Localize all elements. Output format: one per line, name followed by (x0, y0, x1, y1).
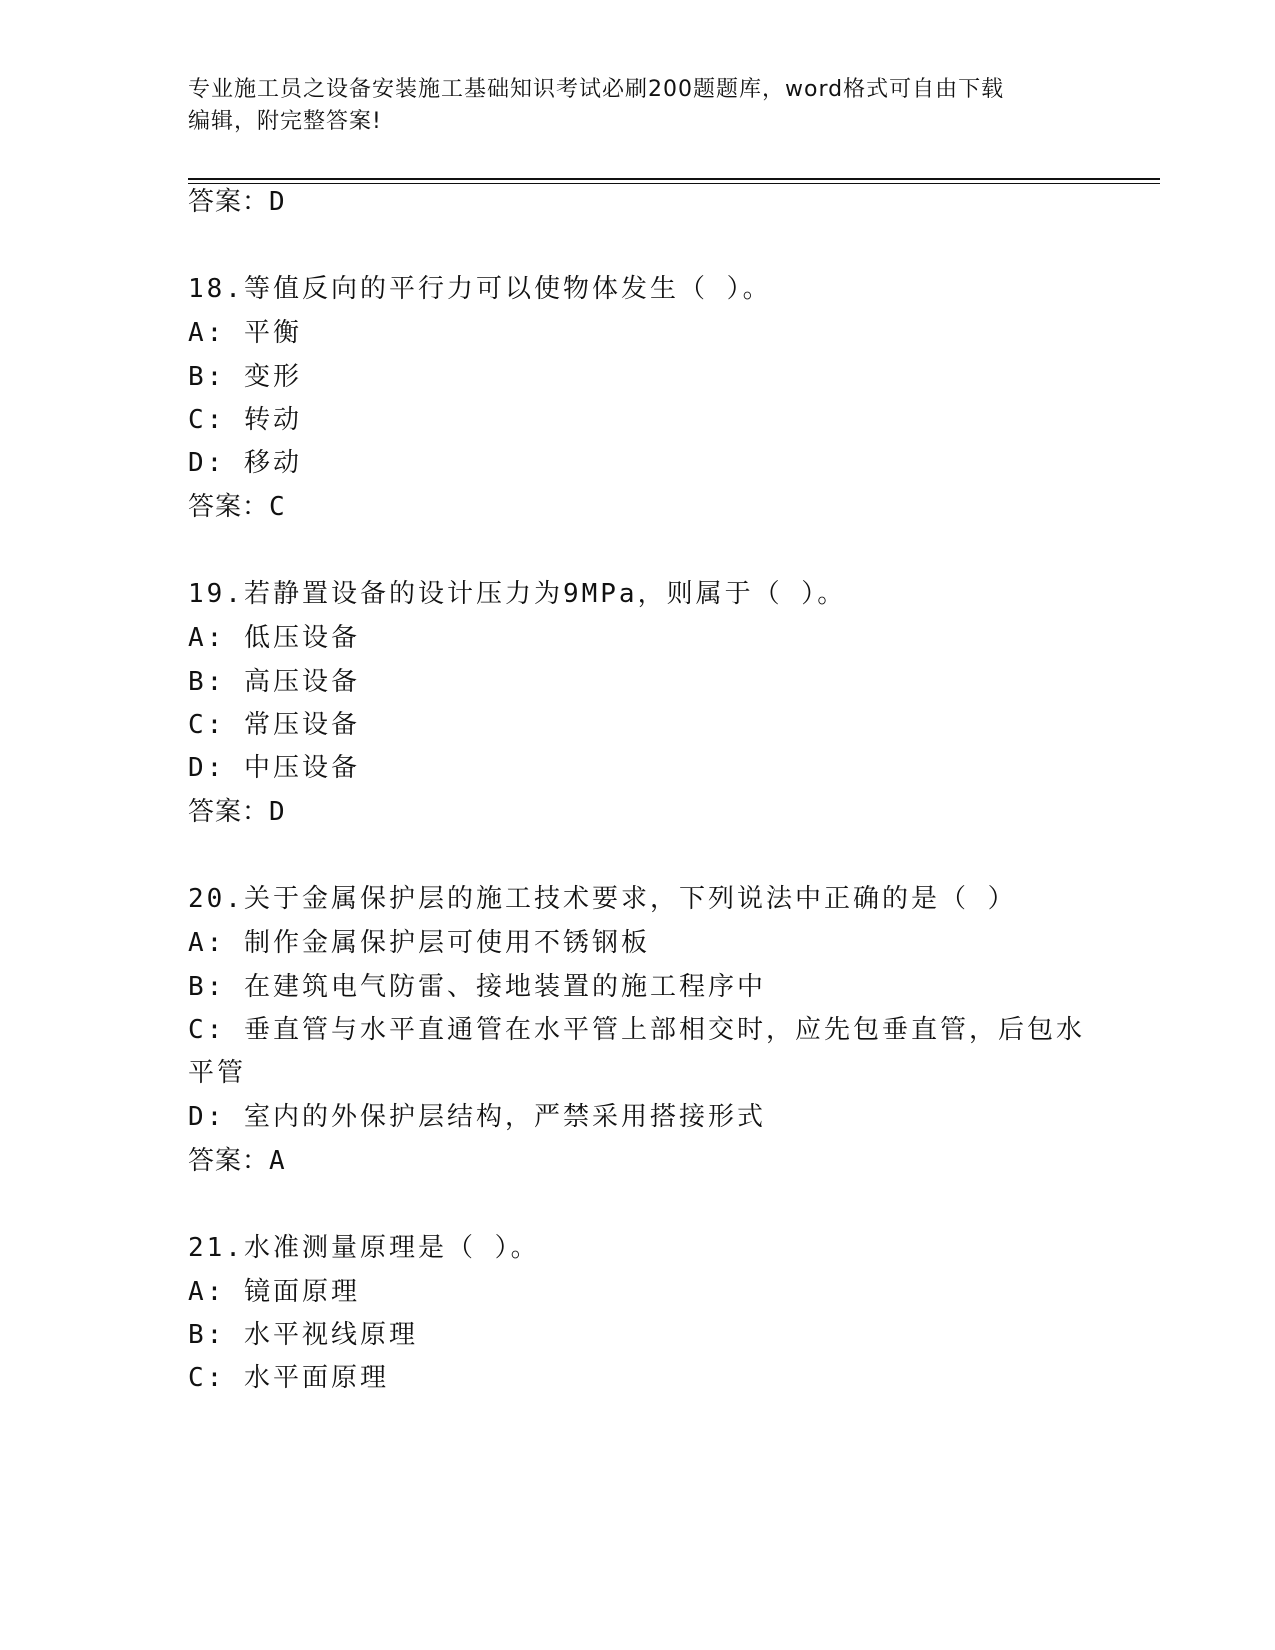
answer-value: A (269, 1146, 286, 1176)
answer-label: 答案： (188, 797, 270, 827)
option-d: D: 室内的外保护层结构，严禁采用搭接形式 (188, 1102, 766, 1132)
answer-line (188, 490, 286, 524)
option-d: D: 移动 (188, 448, 302, 478)
answer-label: 答案： (188, 187, 270, 217)
header-line-2: 编辑，附完整答案! (188, 109, 382, 134)
answer-value: D (269, 797, 286, 827)
header-line-1: 专业施工员之设备安装施工基础知识考试必刷200题题库，word格式可自由下载 (188, 77, 1005, 102)
option-d: D: 中压设备 (188, 753, 360, 783)
option-c: C: 转动 (188, 405, 302, 435)
answer-label: 答案： (188, 492, 270, 522)
question-stem: 21.水准测量原理是（ ）。 (188, 1233, 540, 1263)
option-c: C: 水平面原理 (188, 1363, 389, 1393)
option-a: A: 低压设备 (188, 623, 360, 653)
option-a: A: 镜面原理 (188, 1277, 360, 1307)
question-stem: 20.关于金属保护层的施工技术要求，下列说法中正确的是（ ） (188, 884, 1017, 914)
option-c: C: 垂直管与水平直通管在水平管上部相交时，应先包垂直管，后包水 (188, 1015, 1085, 1045)
option-a: A: 制作金属保护层可使用不锈钢板 (188, 928, 650, 958)
answer-label: 答案： (188, 1146, 270, 1176)
option-c: C: 常压设备 (188, 710, 360, 740)
option-a: A: 平衡 (188, 318, 302, 348)
answer-line (188, 185, 286, 219)
document-header (188, 74, 1068, 138)
option-b: B: 变形 (188, 362, 302, 392)
question-stem: 18.等值反向的平行力可以使物体发生（ ）。 (188, 274, 772, 304)
header-divider-thick (188, 178, 1160, 180)
answer-value: C (269, 492, 286, 522)
option-b: B: 在建筑电气防雷、接地装置的施工程序中 (188, 972, 766, 1002)
answer-line (188, 1144, 286, 1178)
answer-value: D (269, 187, 286, 217)
header-divider-thin (188, 183, 1160, 184)
option-b: B: 高压设备 (188, 667, 360, 697)
option-b: B: 水平视线原理 (188, 1320, 418, 1350)
question-stem: 19.若静置设备的设计压力为9MPa，则属于（ ）。 (188, 579, 847, 609)
answer-line (188, 795, 286, 829)
option-c-continued: 平管 (188, 1058, 247, 1088)
